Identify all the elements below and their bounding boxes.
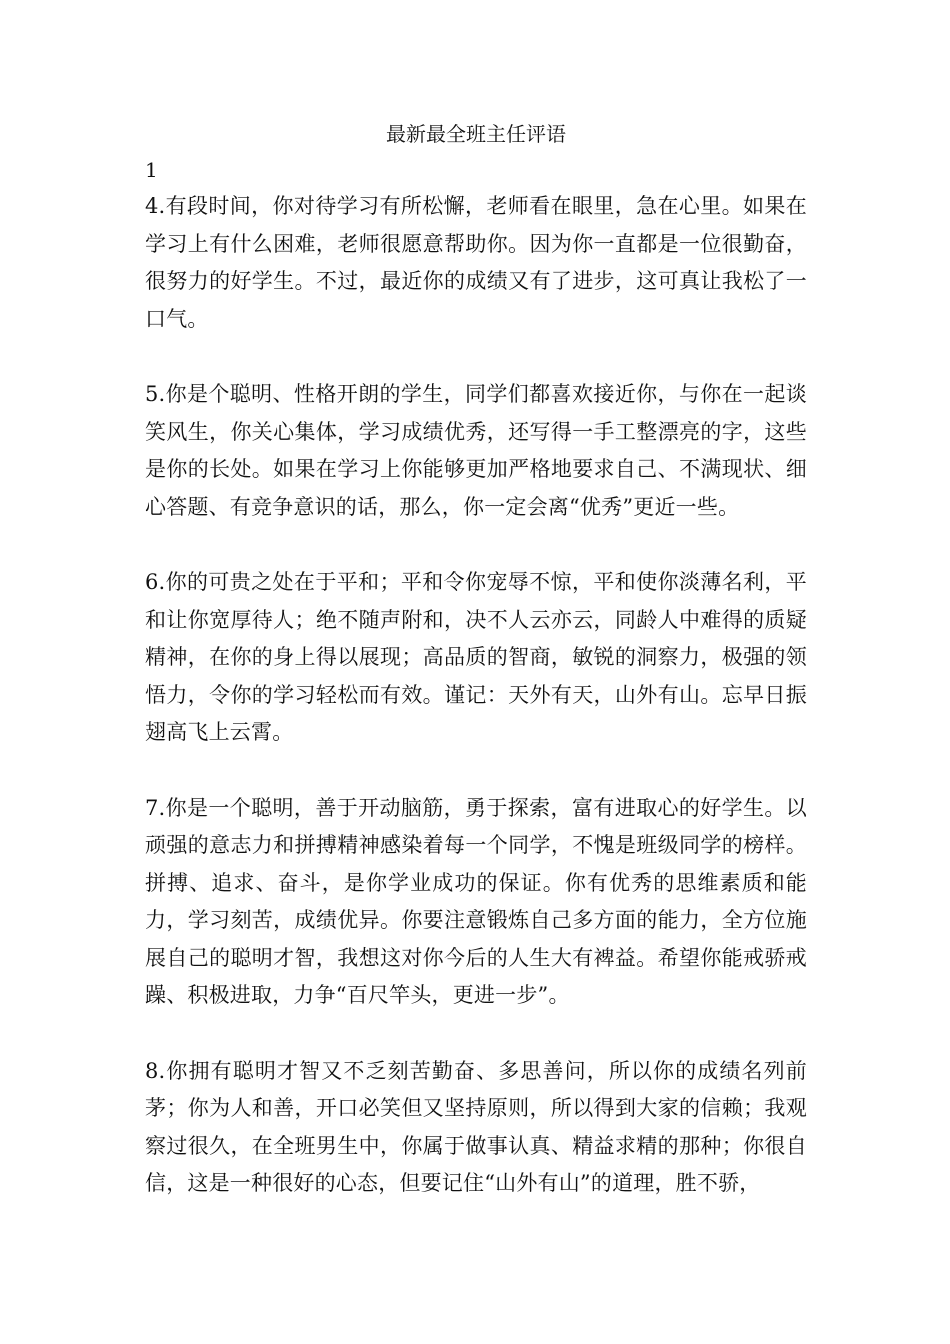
comment-paragraph-5: 5.你是个聪明、性格开朗的学生，同学们都喜欢接近你，与你在一起谈笑风生，你关心集体，学习成绩优秀，还写得一手工整漂亮的字，这些是你的长处。如果在学习上你能够更加严格地要求自己、不满现状、细心答题、有竞争意识的话，那么，你一定会离“优秀”更近一些。	[145, 381, 807, 519]
section-number: 1	[145, 158, 158, 182]
document-page	[145, 116, 807, 1203]
comment-paragraph-8: 8.你拥有聪明才智又不乏刻苦勤奋、多思善问，所以你的成绩名列前茅；你为人和善，开口必笑但又坚持原则，所以得到大家的信赖；我观察过很久，在全班男生中，你属于做事认真、精益求精的那种；你很自信，这是一种很好的心态，但要记住“山外有山”的道理，胜不骄，	[145, 1058, 807, 1196]
comment-paragraph-4: 4.有段时间，你对待学习有所松懈，老师看在眼里，急在心里。如果在学习上有什么困难，老师很愿意帮助你。因为你一直都是一位很勤奋，很努力的好学生。不过，最近你的成绩又有了进步，这可真让我松了一口气。	[145, 194, 807, 331]
comment-paragraph-6: 6.你的可贵之处在于平和；平和令你宠辱不惊，平和使你淡薄名利，平和让你宽厚待人；绝不随声附和，决不人云亦云，同龄人中难得的质疑精神，在你的身上得以展现；高品质的智商，敏锐的洞察力，极强的领悟力，令你的学习轻松而有效。谨记：天外有天，山外有山。忘早日振翅高飞上云霄。	[145, 569, 807, 745]
comment-paragraph-7: 7.你是一个聪明，善于开动脑筋，勇于探索，富有进取心的好学生。以顽强的意志力和拼搏精神感染着每一个同学，不愧是班级同学的榜样。拼搏、追求、奋斗，是你学业成功的保证。你有优秀的思维素质和能力，学习刻苦，成绩优异。你要注意锻炼自己多方面的能力，全方位施展自己的聪明才智，我想这对你今后的人生大有裨益。希望你能戒骄戒躁、积极进取，力争“百尺竿头，更进一步”。	[145, 795, 807, 1008]
document-title: 最新最全班主任评语	[386, 122, 566, 146]
